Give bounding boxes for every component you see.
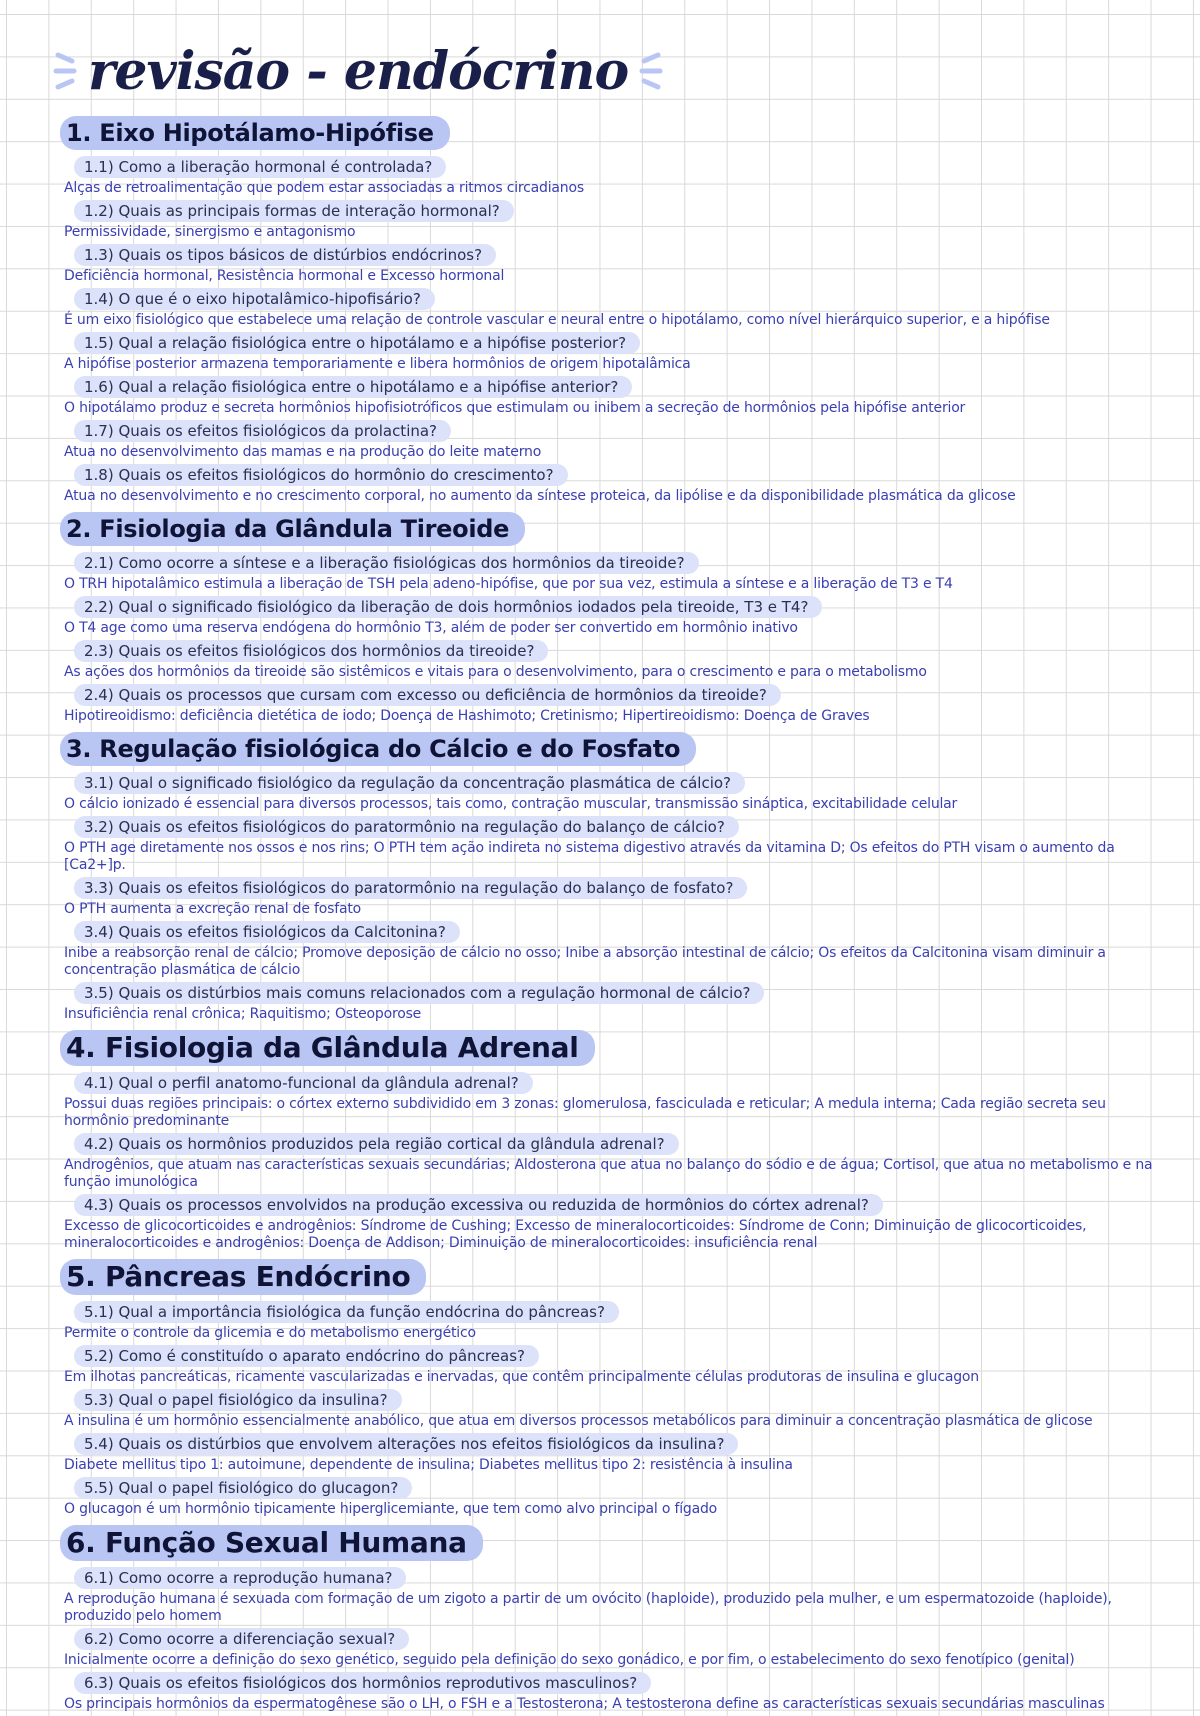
qa-item — [60, 376, 1160, 417]
qa-item — [60, 1433, 1160, 1474]
answer: O PTH aumenta a excreção renal de fosfato — [64, 901, 361, 917]
qa-item — [60, 596, 1160, 637]
qa-item — [60, 244, 1160, 285]
qa-item — [60, 1194, 1160, 1252]
answer: Hipotireoidismo: deficiência dietética de iodo; Doença de Hashimoto; Cretinismo; Hipertireoidismo: Doença de Graves — [64, 708, 870, 724]
answer: É um eixo fisiológico que estabelece uma relação de controle vascular e neural entre o hipotálamo, como nível hierárquico superior, e a hipófise — [64, 312, 1050, 328]
question: 3.1) Qual o significado fisiológico da regulação da concentração plasmática de cálcio? — [74, 772, 745, 794]
question: 2.3) Quais os efeitos fisiológicos dos hormônios da tireoide? — [74, 640, 548, 662]
answer: Insuficiência renal crônica; Raquitismo; Osteoporose — [64, 1006, 422, 1022]
answer: Inibe a reabsorção renal de cálcio; Promove deposição de cálcio no osso; Inibe a absorção intestinal de cálcio; Os efeitos da Calcitonina visam diminuir a concentração plasmática de cálcio — [64, 945, 1106, 978]
answer: As ações dos hormônios da tireoide são sistêmicos e vitais para o desenvolvimento, para o crescimento e para o metabolismo — [64, 664, 927, 680]
answer: A reprodução humana é sexuada com formação de um zigoto a partir de um ovócito (haploide), produzido pela mulher, e um espermatozoide (haploide), produzido pelo homem — [64, 1591, 1112, 1624]
qa-item — [60, 1672, 1160, 1713]
question: 4.3) Quais os processos envolvidos na produção excessiva ou reduzida de hormônios do córtex adrenal? — [74, 1194, 883, 1216]
section-eixo-hipotalamo-hipofise — [60, 112, 1160, 505]
section-glandula-tireoide — [60, 508, 1160, 725]
question: 1.1) Como a liberação hormonal é controlada? — [74, 156, 446, 178]
sparkle-left-icon — [52, 49, 80, 93]
qa-item — [60, 1389, 1160, 1430]
qa-item — [60, 420, 1160, 461]
question: 5.1) Qual a importância fisiológica da função endócrina do pâncreas? — [74, 1301, 619, 1323]
question: 5.3) Qual o papel fisiológico da insulina? — [74, 1389, 402, 1411]
section-heading: 5. Pâncreas Endócrino — [60, 1259, 426, 1295]
answer: Em ilhotas pancreáticas, ricamente vascularizadas e inervadas, que contêm principalmente células produtoras de insulina e glucagon — [64, 1369, 979, 1385]
qa-item — [60, 200, 1160, 241]
question: 1.7) Quais os efeitos fisiológicos da prolactina? — [74, 420, 451, 442]
section-heading: 2. Fisiologia da Glândula Tireoide — [60, 512, 525, 546]
qa-item — [60, 982, 1160, 1023]
qa-item — [60, 877, 1160, 918]
qa-item — [60, 464, 1160, 505]
answer: Inicialmente ocorre a definição do sexo genético, seguido pela definição do sexo gonádico, e por fim, o estabelecimento do sexo fenotípico (genital) — [64, 1652, 1075, 1668]
question: 6.3) Quais os efeitos fisiológicos dos hormônios reprodutivos masculinos? — [74, 1672, 651, 1694]
answer: Diabete mellitus tipo 1: autoimune, dependente de insulina; Diabetes mellitus tipo 2: resistência à insulina — [64, 1457, 793, 1473]
answer: O PTH age diretamente nos ossos e nos rins; O PTH tem ação indireta no sistema digestivo através da vitamina D; Os efeitos do PTH visam o aumento da [Ca2+]p. — [64, 840, 1115, 873]
qa-item — [60, 640, 1160, 681]
qa-item — [60, 1301, 1160, 1342]
section-calcio-fosfato — [60, 728, 1160, 1023]
answer: O cálcio ionizado é essencial para diversos processos, tais como, contração muscular, transmissão sináptica, excitabilidade celular — [64, 796, 958, 812]
answer: Possui duas regiões principais: o córtex externo subdividido em 3 zonas: glomerulosa, fasciculada e reticular; A medula interna; Cada região secreta seu hormônio predominante — [64, 1096, 1106, 1129]
question: 6.2) Como ocorre a diferenciação sexual? — [74, 1628, 409, 1650]
answer: O T4 age como uma reserva endógena do hormônio T3, além de poder ser convertido em hormônio inativo — [64, 620, 798, 636]
section-heading: 4. Fisiologia da Glândula Adrenal — [60, 1030, 595, 1066]
qa-item — [60, 288, 1160, 329]
qa-item — [60, 772, 1160, 813]
title-row — [52, 36, 664, 106]
qa-item — [60, 156, 1160, 197]
section-pancreas-endocrino — [60, 1255, 1160, 1518]
section-heading: 3. Regulação fisiológica do Cálcio e do Fosfato — [60, 732, 696, 766]
qa-item — [60, 552, 1160, 593]
answer: Androgênios, que atuam nas características sexuais secundárias; Aldosterona que atua no balanço do sódio e de água; Cortisol, que atua no metabolismo e na função imunológica — [64, 1157, 1153, 1190]
answer: Excesso de glicocorticoides e androgênios: Síndrome de Cushing; Excesso de mineralocorticoides: Síndrome de Conn; Diminuição de glicocorticoides, mineralocorticoides e androgênios: Doença de Addison; Diminuição de mineralocorticoides: insuficiência renal — [64, 1218, 1087, 1251]
question: 2.1) Como ocorre a síntese e a liberação fisiológicas dos hormônios da tireoide? — [74, 552, 699, 574]
question: 2.2) Qual o significado fisiológico da liberação de dois hormônios iodados pela tireoide, T3 e T4? — [74, 596, 822, 618]
answer: A insulina é um hormônio essencialmente anabólico, que atua em diversos processos metabólicos para diminuir a concentração plasmática de glicose — [64, 1413, 1093, 1429]
section-glandula-adrenal — [60, 1026, 1160, 1252]
qa-item — [60, 1345, 1160, 1386]
question: 1.6) Qual a relação fisiológica entre o hipotálamo e a hipófise anterior? — [74, 376, 632, 398]
qa-item — [60, 921, 1160, 979]
question: 3.4) Quais os efeitos fisiológicos da Calcitonina? — [74, 921, 460, 943]
page-title: revisão - endócrino — [88, 40, 629, 102]
answer: O hipotálamo produz e secreta hormônios hipofisiotróficos que estimulam ou inibem a secreção de hormônios pela hipófise anterior — [64, 400, 966, 416]
question: 3.5) Quais os distúrbios mais comuns relacionados com a regulação hormonal de cálcio? — [74, 982, 764, 1004]
question: 4.2) Quais os hormônios produzidos pela região cortical da glândula adrenal? — [74, 1133, 679, 1155]
question: 1.3) Quais os tipos básicos de distúrbios endócrinos? — [74, 244, 496, 266]
question: 1.2) Quais as principais formas de interação hormonal? — [74, 200, 514, 222]
question: 4.1) Qual o perfil anatomo-funcional da glândula adrenal? — [74, 1072, 533, 1094]
question: 6.1) Como ocorre a reprodução humana? — [74, 1567, 406, 1589]
qa-item — [60, 1133, 1160, 1191]
qa-item — [60, 1628, 1160, 1669]
answer: O TRH hipotalâmico estimula a liberação de TSH pela adeno-hipófise, que por sua vez, estimula a síntese e a liberação de T3 e T4 — [64, 576, 953, 592]
question: 3.2) Quais os efeitos fisiológicos do paratormônio na regulação do balanço de cálcio? — [74, 816, 739, 838]
qa-item — [60, 1567, 1160, 1625]
answer: Os principais hormônios da espermatogênese são o LH, o FSH e a Testosterona; A testosterona define as características sexuais secundárias masculinas — [64, 1696, 1105, 1712]
answer: Permissividade, sinergismo e antagonismo — [64, 224, 356, 240]
sparkle-right-icon — [636, 49, 664, 93]
answer: Atua no desenvolvimento e no crescimento corporal, no aumento da síntese proteica, da lipólise e da disponibilidade plasmática da glicose — [64, 488, 1016, 504]
section-heading: 6. Função Sexual Humana — [60, 1525, 483, 1561]
answer: Alças de retroalimentação que podem estar associadas a ritmos circadianos — [64, 180, 584, 196]
question: 2.4) Quais os processos que cursam com excesso ou deficiência de hormônios da tireoide? — [74, 684, 781, 706]
section-heading: 1. Eixo Hipotálamo-Hipófise — [60, 116, 450, 150]
qa-item — [60, 1072, 1160, 1130]
notes-content — [60, 112, 1160, 1716]
question: 1.8) Quais os efeitos fisiológicos do hormônio do crescimento? — [74, 464, 568, 486]
question: 5.4) Quais os distúrbios que envolvem alterações nos efeitos fisiológicos da insulina? — [74, 1433, 738, 1455]
answer: A hipófise posterior armazena temporariamente e libera hormônios de origem hipotalâmica — [64, 356, 691, 372]
answer: Atua no desenvolvimento das mamas e na produção do leite materno — [64, 444, 542, 460]
qa-item — [60, 332, 1160, 373]
qa-item — [60, 1477, 1160, 1518]
qa-item — [60, 816, 1160, 874]
qa-item — [60, 684, 1160, 725]
section-funcao-sexual — [60, 1521, 1160, 1713]
answer: Permite o controle da glicemia e do metabolismo energético — [64, 1325, 476, 1341]
question: 5.5) Qual o papel fisiológico do glucagon? — [74, 1477, 412, 1499]
question: 1.5) Qual a relação fisiológica entre o hipotálamo e a hipófise posterior? — [74, 332, 640, 354]
answer: O glucagon é um hormônio tipicamente hiperglicemiante, que tem como alvo principal o fígado — [64, 1501, 718, 1517]
question: 1.4) O que é o eixo hipotalâmico-hipofisário? — [74, 288, 435, 310]
question: 3.3) Quais os efeitos fisiológicos do paratormônio na regulação do balanço de fosfato? — [74, 877, 747, 899]
question: 5.2) Como é constituído o aparato endócrino do pâncreas? — [74, 1345, 539, 1367]
answer: Deficiência hormonal, Resistência hormonal e Excesso hormonal — [64, 268, 505, 284]
